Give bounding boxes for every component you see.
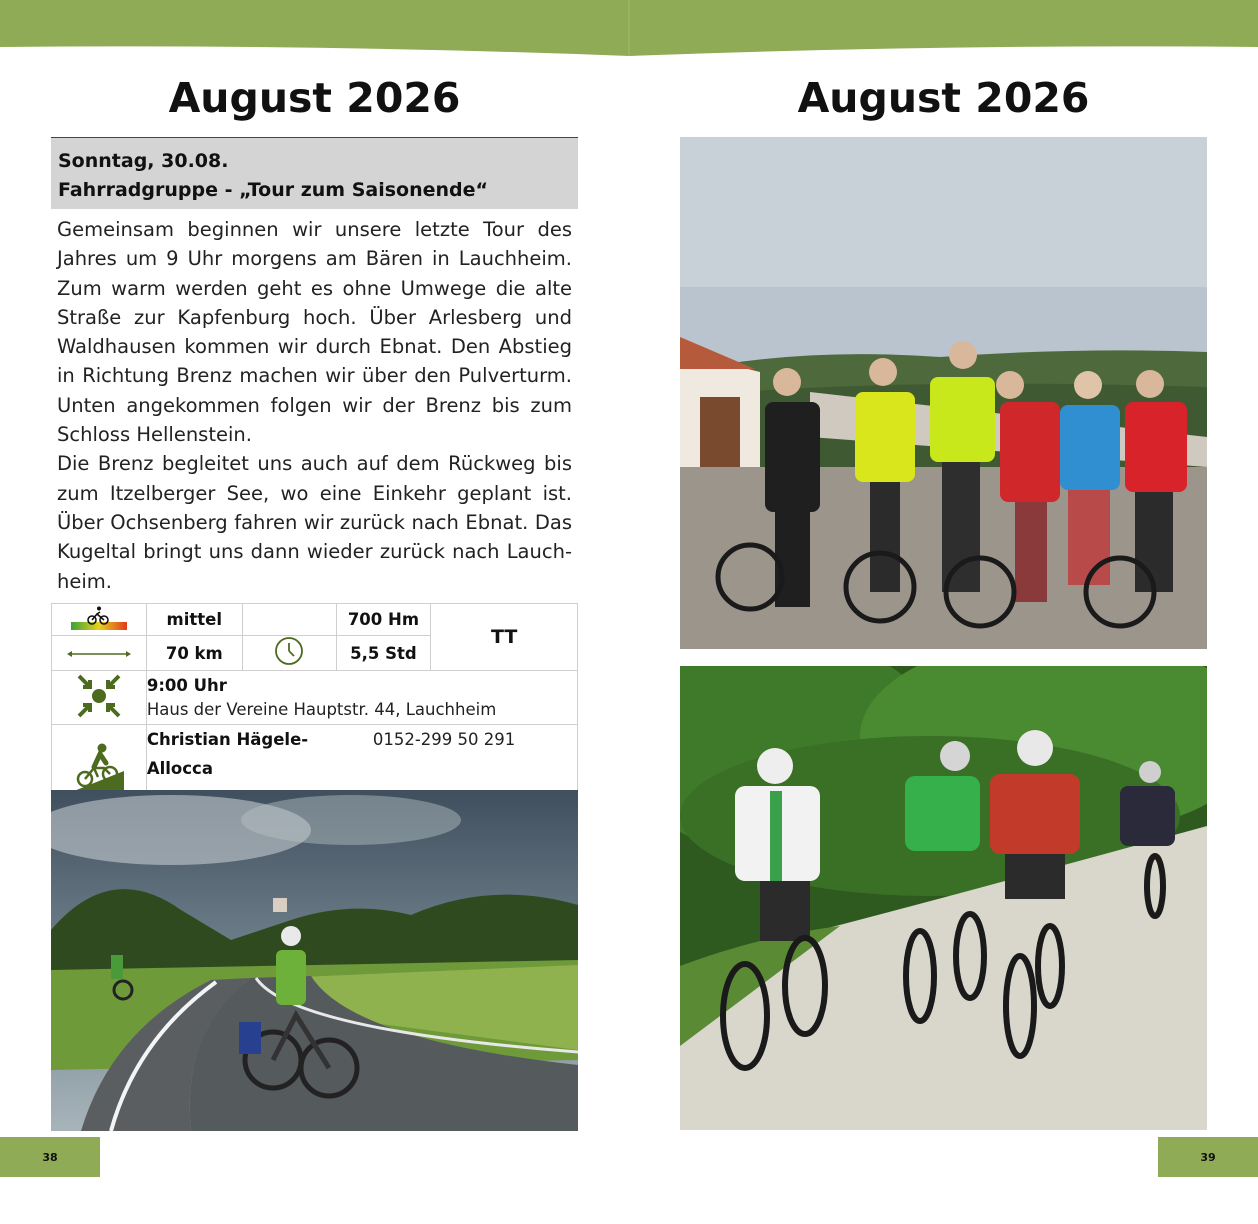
tour-info-table bbox=[51, 603, 578, 816]
top-green-band bbox=[0, 0, 1258, 60]
page-number-right: 39 bbox=[1158, 1137, 1258, 1177]
meeting-time: 9:00 Uhr bbox=[146, 675, 227, 695]
event-date: Sonntag, 30.08. bbox=[58, 150, 229, 172]
photo-road-cyclists bbox=[51, 790, 578, 1131]
event-description bbox=[57, 215, 572, 596]
distance-icon-cell bbox=[52, 636, 147, 671]
meeting-info bbox=[146, 671, 577, 725]
duration-value: 5,5 Std bbox=[336, 636, 431, 671]
event-name: Fahrradgruppe - „Tour zum Saisonende“ bbox=[58, 179, 489, 201]
elevation-value: 700 Hm bbox=[336, 604, 431, 636]
duration-icon-cell bbox=[242, 636, 336, 671]
photo-mtb-group-gravel bbox=[680, 666, 1207, 1130]
difficulty-value: mittel bbox=[146, 604, 242, 636]
guide-phone: 0152-299 50 291 bbox=[372, 730, 516, 749]
difficulty-icon-cell bbox=[52, 604, 147, 636]
tour-type-value: TT bbox=[431, 604, 578, 671]
description-paragraph-2: Die Brenz begleitet uns auch auf dem Rückweg bis zum Itzelberger See, wo eine Einkehr geplant ist. Über Ochsenberg fahren wir zurück nach Ebnat. Das Kugeltal bringt uns dann wieder zurück nach Lauchheim. bbox=[57, 452, 572, 593]
cyclist-uphill-icon bbox=[72, 741, 126, 793]
guide-row bbox=[147, 725, 577, 783]
page-title-left: August 2026 bbox=[168, 74, 461, 122]
meeting-place: Haus der Vereine Hauptstr. 44, Lauchheim bbox=[146, 699, 497, 719]
meeting-icon-cell bbox=[52, 671, 147, 725]
clock-icon bbox=[272, 636, 306, 666]
page-title-right: August 2026 bbox=[797, 74, 1090, 122]
empty-cell bbox=[242, 604, 336, 636]
page-number-left: 38 bbox=[0, 1137, 100, 1177]
meeting-point-icon bbox=[75, 672, 123, 720]
distance-value: 70 km bbox=[146, 636, 242, 671]
event-header bbox=[51, 137, 578, 209]
guide-name: Christian Hägele-Allocca bbox=[146, 730, 309, 778]
description-paragraph-1: Gemeinsam beginnen wir unsere letzte Tour des Jahres um 9 Uhr morgens am Bären in Lauchheim. Zum warm werden geht es ohne Umwege die alte Straße zur Kapfenburg hoch. Über Arlesberg und Waldhausen kommen wir durch Ebnat. Den Abstieg in Richtung Brenz machen wir über den Pulverturm. Unten angekommen folgen wir der Brenz bis zum Schloss Hellenstein. bbox=[57, 218, 572, 447]
photo-group-with-bikes bbox=[680, 137, 1207, 649]
distance-arrow-icon bbox=[66, 649, 132, 659]
difficulty-bike-icon bbox=[69, 605, 129, 631]
